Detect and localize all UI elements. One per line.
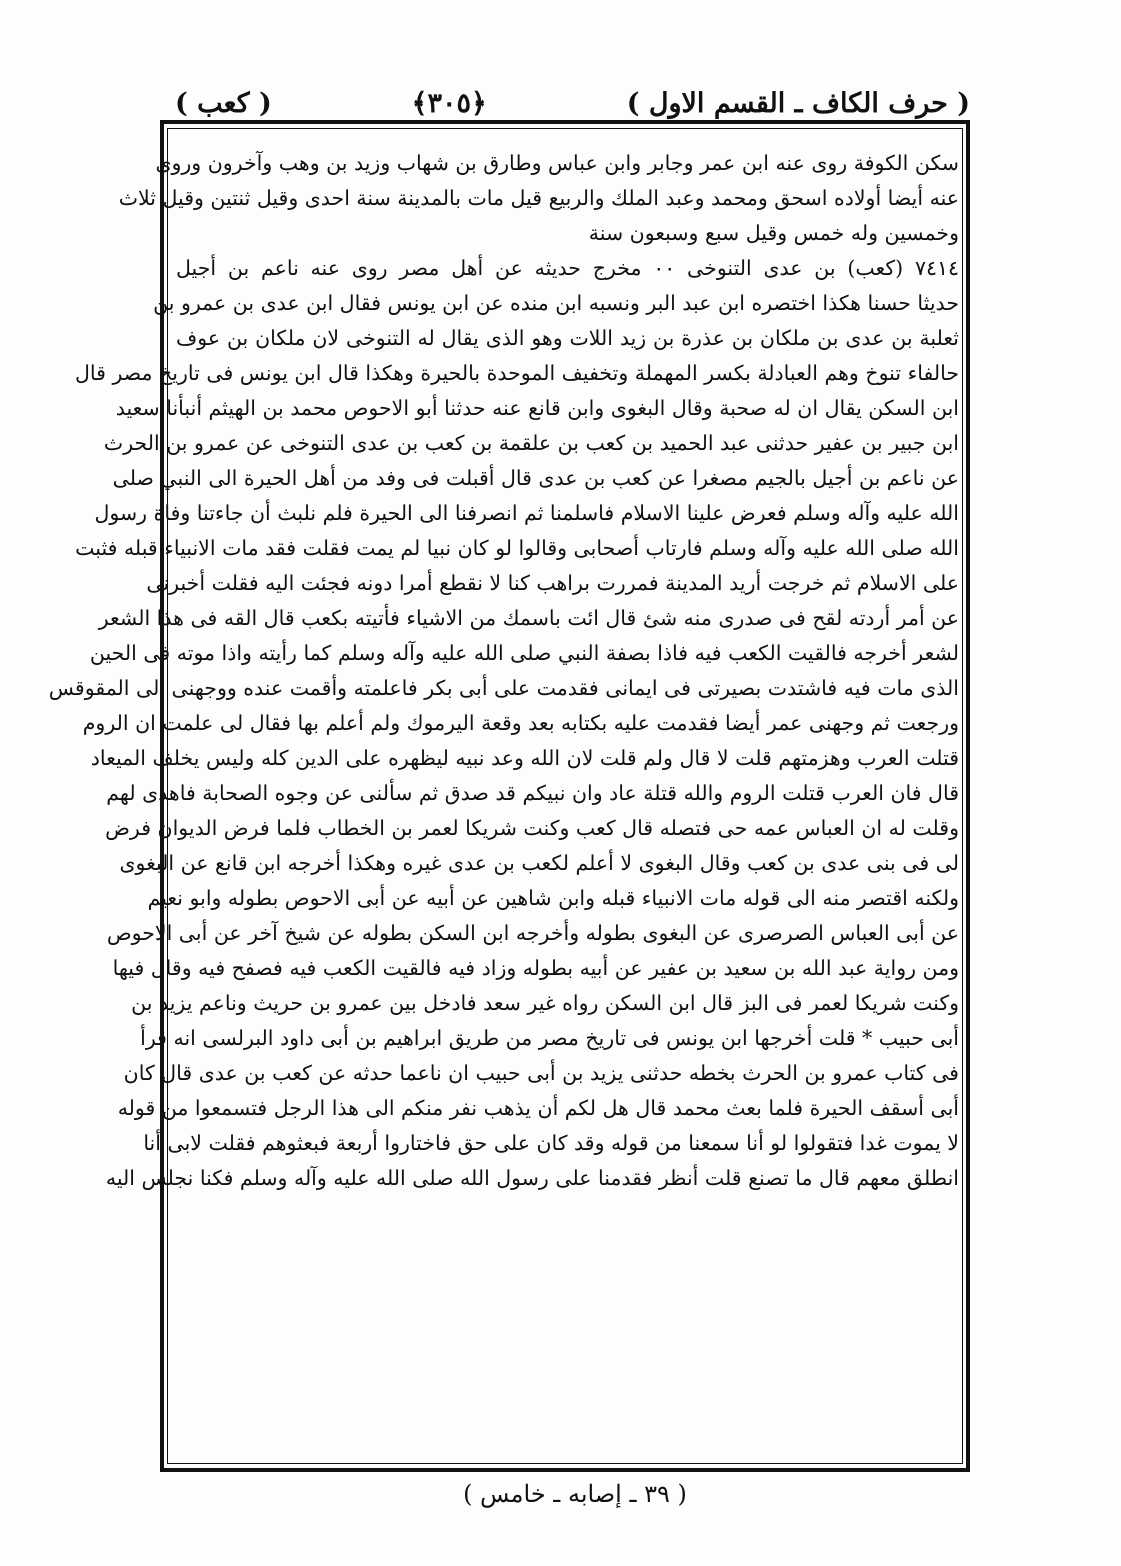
text-line: عنه أيضا أولاده اسحق ومحمد وعبد الملك والربيع قيل مات بالمدينة سنة احدى وقيل ثنتين وقيل ثلاث [118,186,959,210]
page-number: ﴿٣٠٥﴾ [411,87,487,119]
header-entry: ( كعب ) [175,87,272,119]
text-line: عن أبى العباس الصرصرى عن البغوى بطوله وأخرجه ابن السكن بطوله عن شيخ آخر عن أبى الاحوص [106,921,959,945]
text-line: ثعلبة بن عدى بن ملكان بن عذرة بن زيد اللات وهو الذى يقال له التنوخى لان ملكان بن عوف [176,326,959,350]
text-line: عن أمر أردته لقح فى صدرى منه شئ قال ائت باسمك من الاشياء فأتيته بكعب قال القه فى هذا الشعر [98,606,959,630]
text-line: قال فان العرب قتلت الروم والله قتلة عاد وان نبيكم قد صدق ثم سألنى عن وجوه الصحابة فاهدى لهم [106,781,959,805]
text-line: انطلق معهم قال ما تصنع قلت أنظر فقدمنا على رسول الله صلى الله عليه وآله وسلم فكنا نجلس اليه [105,1166,959,1190]
text-line: لا يموت غدا فتقولوا لو أنا سمعنا من قوله وقد كان على حق فاختاروا أربعة فبعثوهم فقلت لابى أنا [143,1131,959,1155]
page-footer: ( ٣٩ ـ إصابه ـ خامس ) [463,1480,687,1508]
text-line: لى فى بنى عدى بن كعب وقال البغوى لا أعلم لكعب بن عدى غيره وهكذا أخرجه ابن قانع عن البغوى [119,851,959,875]
text-line: وقلت له ان العباس عمه حى فتصله قال كعب وكنت شريكا لعمر بن الخطاب فلما فرض الديوان فرض [105,816,959,840]
text-line: فى كتاب عمرو بن الحرث بخطه حدثنى يزيد بن أبى حبيب ان ناعما حدثه عن كعب بن عدى قال كان [123,1061,959,1085]
text-line: أبى حبيب * قلت أخرجها ابن يونس فى تاريخ مصر من طريق ابراهيم بن أبى داود البرلسى انه قرأ [140,1026,959,1050]
text-line: حديثا حسنا هكذا اختصره ابن عبد البر ونسبه ابن منده عن ابن يونس فقال ابن عدى بن عمرو بن [153,291,959,315]
text-line: على الاسلام ثم خرجت أريد المدينة فمررت براهب كنا لا نقطع أمرا دونه فجئت اليه فقلت أخبرنى [146,571,959,595]
entry-heading-line: ٧٤١٤ (كعب) بن عدى التنوخى ٠٠ مخرج حديثه عن أهل مصر روى عنه ناعم بن أجيل [176,256,959,280]
text-line: حالفاء تنوخ وهم العبادلة بكسر المهملة وتخفيف الموحدة بالحيرة وهكذا قال ابن يونس فى تاريخ مصر قال [75,361,959,385]
text-line: ابن جبير بن عفير حدثنى عبد الحميد بن كعب بن علقمة بن كعب بن عدى التنوخى عن عمرو بن الحرث [103,431,959,455]
text-line: ابن السكن يقال ان له صحبة وقال البغوى وابن قانع عنه حدثنا أبو الاحوص محمد بن الهيثم أنبأنا سعيد [115,396,959,420]
text-line: سكن الكوفة روى عنه ابن عمر وجابر وابن عباس وطارق بن شهاب وزيد بن وهب وآخرون وروى [155,151,959,175]
text-line: وكنت شريكا لعمر فى البز قال ابن السكن رواه غير سعد فادخل بين عمرو بن حريث وناعم يزيد بن [131,991,959,1015]
text-line: وخمسين وله خمس وقيل سبع وسبعون سنة [588,221,959,245]
text-line: عن ناعم بن أجيل بالجيم مصغرا عن كعب بن عدى قال أقبلت فى وفد من أهل الحيرة الى النبي صلى [112,466,959,490]
body-text [48,146,959,1462]
text-line: الذى مات فيه فاشتدت بصيرتى فى ايمانى فقدمت على أبى بكر فاعلمته وأقمت عنده ووجهنى الى المقوقس [48,676,959,700]
text-line: ورجعت ثم وجهنى عمر أيضا فقدمت عليه بكتابه بعد وقعة اليرموك ولم أعلم بها فقال لى علمت ان الروم [82,711,959,735]
text-line: ومن رواية عبد الله بن سعيد بن عفير عن أبيه بطوله وزاد فيه فالقيت الكعب فيه فصفح فيه وقال فيها [112,956,959,980]
text-line: لشعر أخرجه فالقيت الكعب فيه فاذا بصفة النبي صلى الله عليه وآله وسلم كما رأيته واذا موته فى الحين [89,641,959,665]
text-line: ولكنه اقتصر منه الى قوله مات الانبياء قبله وابن شاهين عن أبيه عن أبى الاحوص بطوله وابو نعيم [147,886,959,910]
header-chapter: ( حرف الكاف ـ القسم الاول ) [626,87,970,119]
text-line: الله عليه وآله وسلم فعرض علينا الاسلام فاسلمنا ثم انصرفنا الى الحيرة فلم نلبث أن جاءتنا وفاة رسول [94,501,959,525]
text-line: أبى أسقف الحيرة فلما بعث محمد قال هل لكم أن يذهب نفر منكم الى هذا الرجل فتسمعوا من قوله [117,1096,959,1120]
text-line: الله صلى الله عليه وآله وسلم فارتاب أصحابى وقالوا لو كان نبيا لم يمت فقلت فقد مات الانبياء قبله فثبت [75,536,959,560]
text-line: قتلت العرب وهزمتهم قلت لا قال ولم قلت لان الله وعد نبيه ليظهره على الدين كله وليس يخلف الميعاد [90,746,959,770]
